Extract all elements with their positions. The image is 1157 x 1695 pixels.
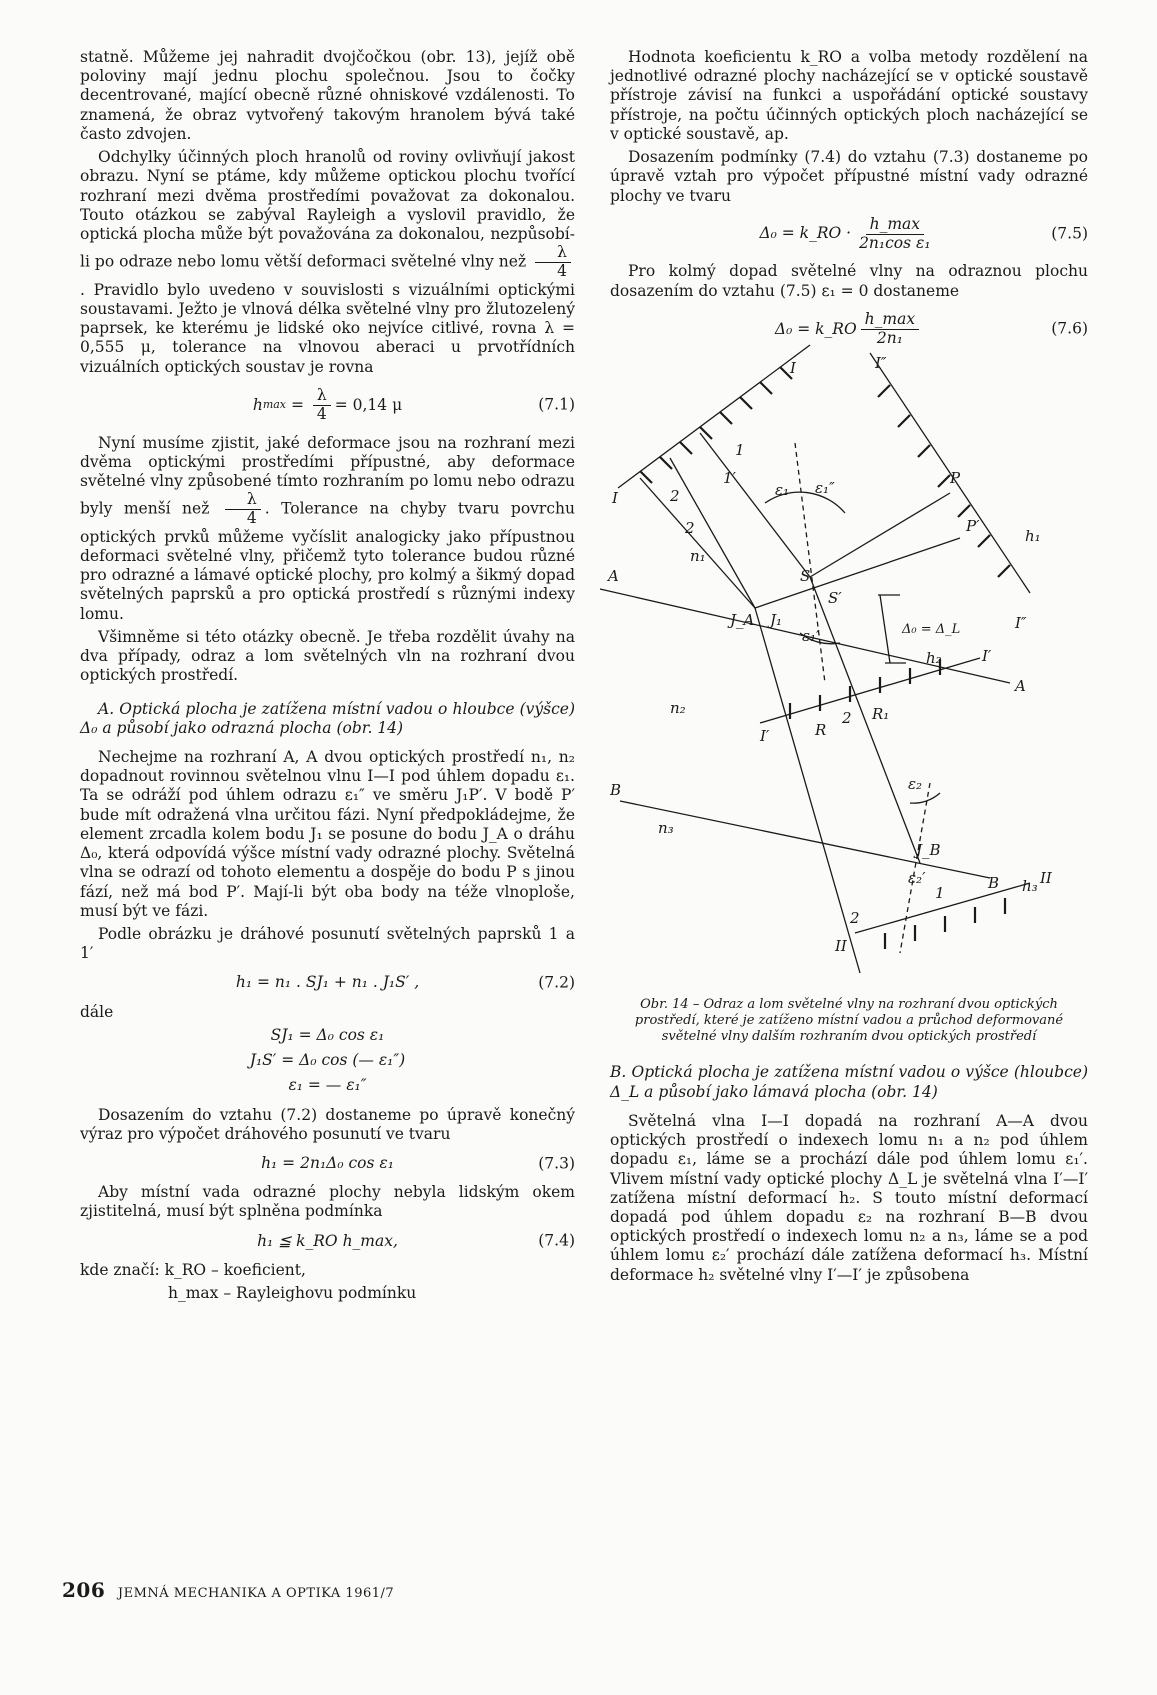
label-II: II	[1040, 869, 1052, 888]
paragraph: Aby místní vada odrazné plochy nebyla lidským okem zjistitelná, musí být splněna podmínka	[80, 1183, 575, 1221]
label-JA: J_A	[730, 611, 755, 630]
ray-1	[700, 433, 810, 577]
label-h3: h₃	[1022, 877, 1038, 896]
label-Ip: I′	[982, 647, 992, 666]
equation-7-2: h₁ = n₁ . SJ₁ + n₁ . J₁S′ , (7.2)	[235, 973, 575, 992]
label-ray-1p: 1′	[723, 469, 736, 488]
label-B: B	[610, 781, 622, 800]
ray-refr-2	[755, 608, 860, 973]
section-heading-a: A. Optická plocha je zatížena místní vadou o hloubce (výšce) Δ₀ a působí jako odrazná plocha (obr. 14)	[80, 699, 575, 737]
page-footer	[62, 1578, 394, 1602]
paragraph: Nyní musíme zjistit, jaké deformace jsou na rozhraní mezi dvěma optickými prostředími přípustné, aby deformace světelné vlny způsobené tímto rozhraním po lomu nebo odrazu byly menší než $\frac{\lambda}{4}$ . Tolerance na chyby tvaru povrchu optických prvků můžeme vyčíslit analogicky jako přípustnou deformaci světelné vlny, přičemž tyto tolerance budou různé pro odrazné a lámavé optické plochy, pro kolmý a šikmý dopad světelných paprsků a pro optická prostředí s různými indexy lomu.	[80, 433, 575, 623]
wavefront-i	[618, 345, 810, 488]
label-Pp: P′	[966, 517, 980, 536]
label-P: P	[950, 469, 961, 488]
label-I2: I″	[1015, 614, 1027, 633]
label-II: II	[835, 937, 847, 956]
equation-7-3: h₁ = 2n₁Δ₀ cos ε₁ (7.3)	[261, 1153, 575, 1172]
label-Ip: I′	[760, 727, 770, 746]
paragraph: Hodnota koeficientu k_RO a volba metody rozdělení na jednotlivé odrazné plochy nacházející se v optické soustavě přístroje závisí na funkci a uspořádání optické soustavy přístroje, na počtu účinných optických ploch nacházející se v optické soustavě, ap.	[610, 48, 1088, 143]
label-ray-1: 1	[735, 441, 745, 460]
section-heading-b: B. Optická plocha je zatížena místní vadou o výšce (hloubce) Δ_L a působí jako lámavá plocha (obr. 14)	[610, 1063, 1088, 1101]
label-e2p: ε₂′	[908, 869, 926, 888]
label-ray-2: 2	[842, 709, 852, 728]
paragraph: Odchylky účinných ploch hranolů od roviny ovlivňují jakost obrazu. Nyní se ptáme, kdy můžeme optickou plochu tvořící rozhraní mezi dvěma prostředími považovat za dokonalou. Touto otázkou se zabýval Rayleigh a vyslovil pravidlo, že optická plocha může být považována za dokonalou, nezpůsobí-li po odraze nebo lomu větší deformaci světelné vlny než $\frac{\lambda}{4}$ . Pravidlo bylo uvedeno v souvislosti s vizuálními optickými soustavami. Ježto je vlnová délka světelné vlny pro žlutozelený paprsek, ke kterému je lidské oko nejvíce citlivé, rovna λ = 0,555 μ, tolerance na vlnovou aberaci u prvotřídních vizuálních optických soustav je rovna	[80, 148, 575, 376]
paragraph: Nechejme na rozhraní A, A dvou optických prostředí n₁, n₂ dopadnout rovinnou světelnou vlnu I—I pod úhlem dopadu ε₁. Ta se odráží pod úhlem odrazu ε₁″ ve směru J₁P′. V bodě P′ bude mít odražená vlna určitou fázi. Nyní předpokládejme, že element zrcadla kolem bodu J₁ se posune do bodu J_A o dráhu Δ₀, která odpovídá výšce místní vady odrazné plochy. Světelná vlna se odrazí od tohoto elementu a dospěje do bodu P s jinou fází, než má bod P′. Mají-li být oba body na téže vlnoploše, musí být ve fázi.	[80, 748, 575, 920]
right-column	[610, 48, 1088, 1289]
label-I2: I″	[875, 354, 887, 373]
ray-refr-1	[810, 577, 923, 863]
ray-1p	[670, 458, 755, 608]
label-n1: n₁	[690, 547, 706, 566]
label-e2: ε₂	[908, 775, 923, 794]
figure-caption: Obr. 14 – Odraz a lom světelné vlny na rozhraní dvou optických prostředí, které je zatíženo místní vadou a průchod deformované světelné vlny dalším rozhraním dvou optických prostředí	[634, 996, 1064, 1045]
label-JB: J_B	[916, 841, 941, 860]
figure-14-diagram	[608, 354, 1088, 981]
label-A: A	[1015, 677, 1026, 696]
label-Sp: S′	[828, 589, 842, 608]
label-delta: Δ₀ = Δ_L	[902, 622, 961, 638]
journal-name: JEMNÁ MECHANIKA A OPTIKA 1961/7	[117, 1586, 395, 1601]
paragraph: Dosazením podmínky (7.4) do vztahu (7.3) dostaneme po úpravě vztah pro výpočet přípustné místní vady odrazné plochy ve tvaru	[610, 148, 1088, 205]
label-ray-2: 2	[670, 487, 680, 506]
paragraph: Podle obrázku je dráhové posunutí světelných paprsků 1 a 1′	[80, 924, 575, 963]
equation-7-4: h₁ ≦ k_RO h_max, (7.4)	[257, 1231, 575, 1250]
interface-b-line	[620, 801, 990, 878]
dale-text: dále	[80, 1002, 114, 1021]
label-I: I	[612, 489, 618, 508]
equation-group: SJ₁ = Δ₀ cos ε₁ J₁S′ = Δ₀ cos (— ε₁″) ε₁ = — ε₁″	[249, 1025, 406, 1095]
label-e1: ε₁	[775, 481, 790, 500]
label-ray-2: 2	[850, 909, 860, 928]
left-column	[80, 48, 575, 1307]
ray-refl	[810, 493, 950, 577]
label-I: I	[790, 359, 796, 378]
legend-line: h_max – Rayleighovu podmínku	[168, 1284, 417, 1303]
label-A: A	[608, 567, 619, 586]
wavefront-ip	[760, 658, 980, 723]
label-h1: h₁	[1025, 527, 1041, 546]
paragraph: Dosazením do vztahu (7.2) dostaneme po úpravě konečný výraz pro výpočet dráhového posunutí ve tvaru	[80, 1105, 575, 1143]
lambda-over-4: $\frac{\lambda}{4}$	[535, 244, 571, 281]
label-ray-2: 2	[685, 519, 695, 538]
lambda-over-4: $\frac{\lambda}{4}$	[225, 491, 261, 528]
label-e1pp: ε₁″	[815, 479, 835, 498]
label-S: S	[800, 567, 811, 586]
page-number: 206	[62, 1578, 106, 1602]
paragraph: Všimněme si této otázky obecně. Je třeba rozdělit úvahy na dva případy, odraz a lom světelných vln na rozhraní dvou optických prostředí.	[80, 627, 575, 685]
label-B: B	[988, 874, 1000, 893]
equation-7-1: h max = $\frac{\lambda}{4}$ = 0,14 μ (7.1)	[252, 385, 575, 423]
label-R1: R₁	[872, 705, 890, 724]
label-n2: n₂	[670, 699, 686, 718]
ray-2	[640, 478, 755, 608]
paragraph: Pro kolmý dopad světelné vlny na odraznou plochu dosazením do vztahu (7.5) ε₁ = 0 dostaneme	[610, 262, 1088, 300]
label-n3: n₃	[658, 819, 674, 838]
paragraph: statně. Můžeme jej nahradit dvojčočkou (obr. 13), jejíž obě poloviny mají jednu plochu společnou. Jsou to čočky decentrované, mající obecně různé ohniskové vzdálenosti. To znamená, že obraz vytvořený takovým hranolem bývá také často zdvojen.	[80, 48, 575, 143]
label-ray-1: 1	[935, 884, 945, 903]
label-e1p: ε₁′	[802, 627, 820, 646]
label-R: R	[815, 721, 827, 740]
label-J1: J₁	[770, 611, 783, 630]
legend-line: kde značí: k_RO – koeficient,	[80, 1260, 306, 1279]
equation-7-6: Δ₀ = k_RO $\frac{h\_\max}{\text{2n₁}}$ (7.6)	[774, 309, 1088, 347]
label-h2: h₂	[926, 649, 942, 668]
equation-7-5: Δ₀ = k_RO · $\frac{h\_\max}{\text{2n₁cos ε₁}}$ (7.5)	[759, 214, 1088, 252]
paragraph: Světelná vlna I—I dopadá na rozhraní A—A dvou optických prostředí o indexech lomu n₁ a n₂ pod úhlem dopadu ε₁, láme se a prochází dále pod úhlem lomu ε₁′. Vlivem místní vady optické plochy Δ_L je světelná vlna I′—I′ zatížena místní deformací h₂. S touto místní deformací dopadá pod úhlem dopadu ε₂ na rozhraní B—B dvou optických prostředí o indexech lomu n₂ a n₃, láme se a pod úhlem lomu ε₂′ prochází dále zatížena deformací h₃. Místní deformace h₂ světelné vlny I′—I′ je způsobena	[610, 1111, 1088, 1284]
